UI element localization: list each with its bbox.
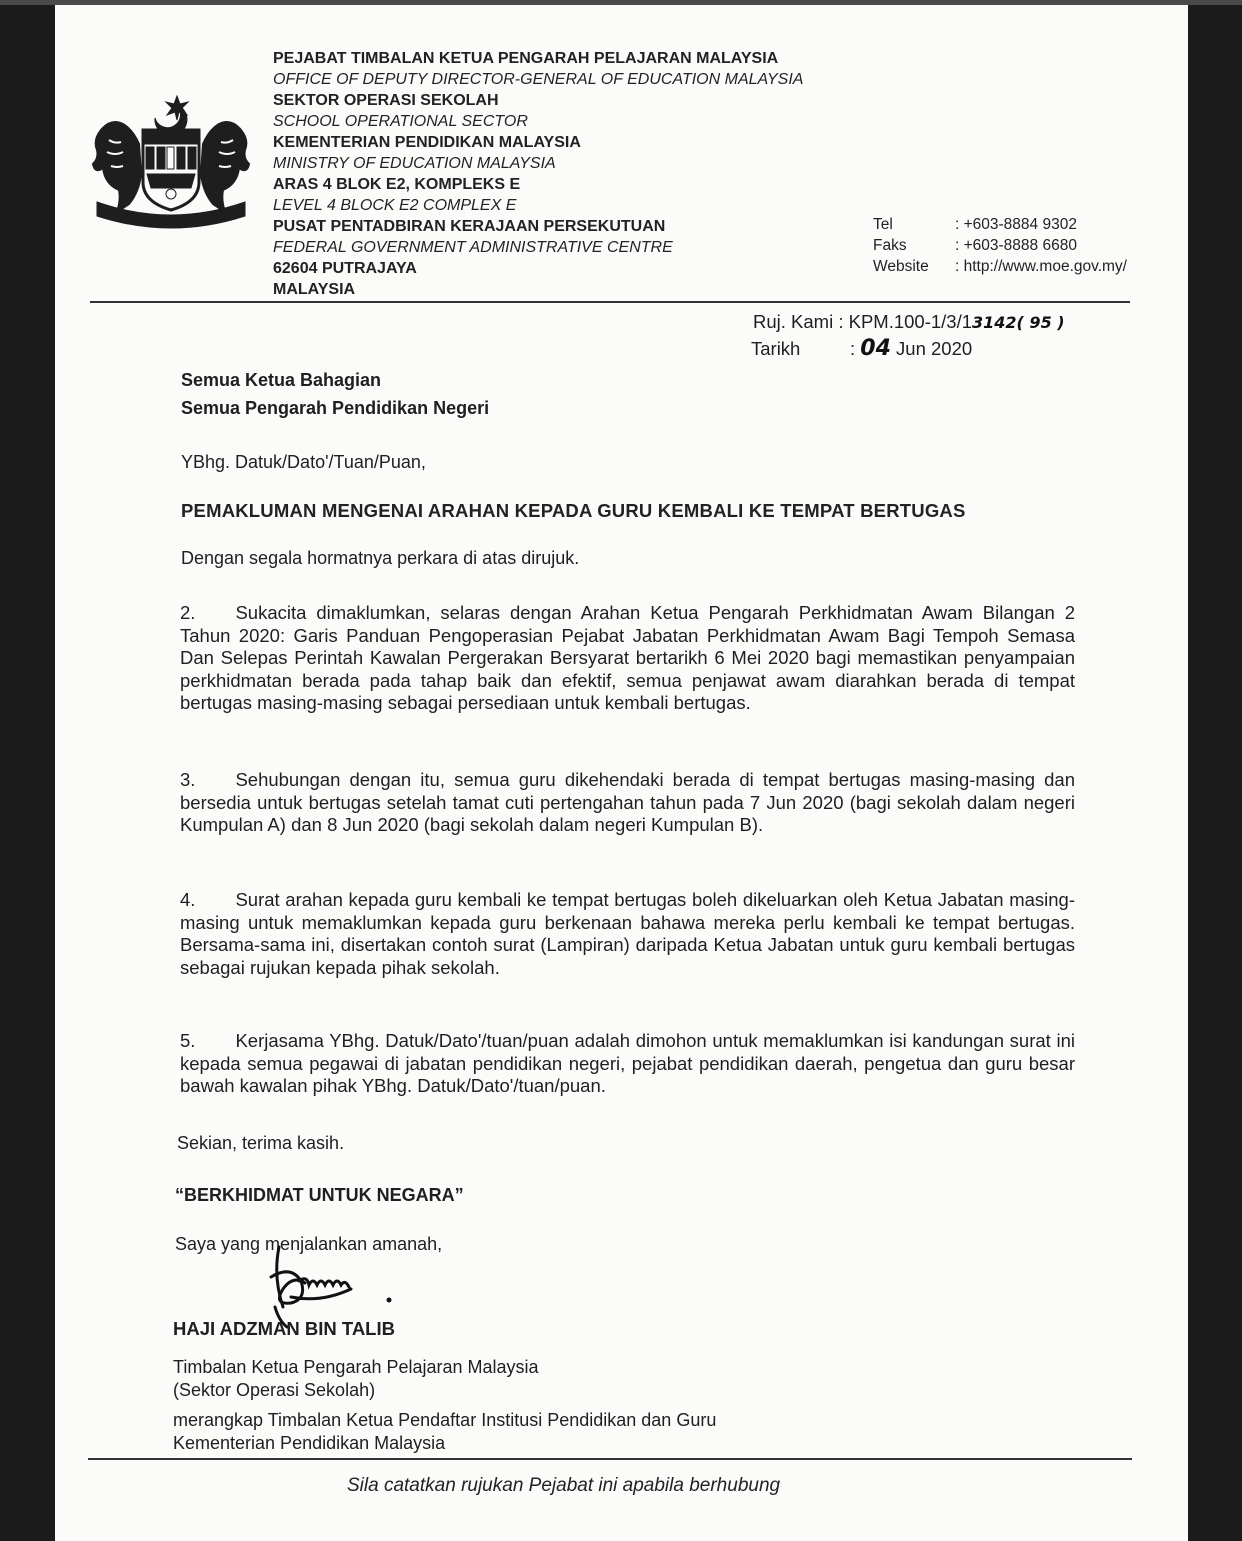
tarikh-colon: :: [850, 338, 856, 359]
fax-value: : +603-8888 6680: [955, 237, 1077, 254]
motto: “BERKHIDMAT UNTUK NEGARA”: [175, 1185, 464, 1205]
ruj-value: KPM.100-1/3/1: [848, 311, 973, 332]
letter-page: [55, 5, 1188, 1541]
date-value: [850, 336, 972, 361]
signatory-title-3: merangkap Timbalan Ketua Pendaftar Institusi Pendidikan dan Guru: [173, 1410, 717, 1430]
paragraph-5-number: 5.: [180, 1030, 196, 1051]
header-line-2: OFFICE OF DEPUTY DIRECTOR-GENERAL OF EDUCATION MALAYSIA: [273, 71, 804, 88]
paragraph-2: [180, 602, 1075, 715]
web-value[interactable]: : http://www.moe.gov.my/: [955, 258, 1127, 275]
date-line: [751, 338, 800, 360]
reference-line: [753, 311, 1065, 333]
tarikh-rest: Jun 2020: [896, 338, 973, 359]
paragraph-5-text: Kerjasama YBhg. Datuk/Dato'/tuan/puan adalah dimohon untuk memaklumkan isi kandungan surat ini kepada semua pegawai di jabatan pendidikan negeri, pejabat pendidikan daerah, pengetua dan guru besar bawah kawalan pihak YBhg. Datuk/Dato'/tuan/puan.: [180, 1030, 1075, 1097]
closing: Sekian, terima kasih.: [177, 1133, 345, 1153]
footer-divider: [88, 1458, 1132, 1460]
tarikh-label: Tarikh: [751, 338, 801, 359]
contact-website: [873, 258, 1127, 276]
web-label: Website: [873, 258, 929, 275]
tel-label: Tel: [873, 216, 893, 233]
paragraph-5: [180, 1030, 1075, 1098]
sign-intro: Saya yang menjalankan amanah,: [175, 1234, 443, 1254]
paragraph-2-text: Sukacita dimaklumkan, selaras dengan Arahan Ketua Pengarah Perkhidmatan Awam Bilangan 2 Tahun 2020: Garis Panduan Pengoperasian Pejabat Jabatan Perkhidmatan Awam Bagi Tempoh Semasa Dan Selepas Perintah Kawalan Pergerakan Bersyarat bertarikh 6 Mei 2020 bagi memastikan penyampaian perkhidmatan berada pada tahap baik dan efektif, semua penjawat awam diarahkan berada di tempat bertugas masing-masing sebagai persediaan untuk kembali bertugas.: [180, 602, 1075, 714]
header-divider: [90, 301, 1130, 303]
header-line-9: PUSAT PENTADBIRAN KERAJAAN PERSEKUTUAN: [273, 218, 666, 235]
header-line-6: MINISTRY OF EDUCATION MALAYSIA: [273, 155, 556, 172]
paragraph-3-number: 3.: [180, 769, 196, 790]
opening-line: Dengan segala hormatnya perkara di atas dirujuk.: [181, 548, 580, 568]
contact-fax: [873, 237, 1077, 255]
paragraph-3: [180, 769, 1075, 837]
paragraph-4-number: 4.: [180, 889, 196, 910]
paragraph-2-number: 2.: [180, 602, 196, 623]
header-line-10: FEDERAL GOVERNMENT ADMINISTRATIVE CENTRE: [273, 239, 673, 256]
footer-note: Sila catatkan rujukan Pejabat ini apabila berhubung: [347, 1475, 781, 1496]
header-line-1: PEJABAT TIMBALAN KETUA PENGARAH PELAJARAN MALAYSIA: [273, 50, 779, 67]
ruj-label: Ruj. Kami :: [753, 311, 844, 332]
header-line-5: KEMENTERIAN PENDIDIKAN MALAYSIA: [273, 134, 581, 151]
fax-label: Faks: [873, 237, 907, 254]
header-line-7: ARAS 4 BLOK E2, KOMPLEKS E: [273, 176, 521, 193]
subject: PEMAKLUMAN MENGENAI ARAHAN KEPADA GURU KEMBALI KE TEMPAT BERTUGAS: [181, 500, 966, 521]
tel-value: : +603-8884 9302: [955, 216, 1077, 233]
contact-tel: [873, 216, 1077, 234]
paragraph-4: [180, 889, 1075, 979]
header-line-4: SCHOOL OPERATIONAL SECTOR: [273, 113, 528, 130]
recipient-1: Semua Ketua Bahagian: [181, 370, 382, 390]
signatory-name: HAJI ADZMAN BIN TALIB: [173, 1318, 395, 1339]
malaysia-crest-icon: [83, 90, 259, 230]
recipient-2: Semua Pengarah Pendidikan Negeri: [181, 398, 490, 418]
signatory-title-4: Kementerian Pendidikan Malaysia: [173, 1433, 446, 1453]
paragraph-3-text: Sehubungan dengan itu, semua guru dikehendaki berada di tempat bertugas masing-masing dan bersedia untuk bertugas setelah tamat cuti pertengahan tahun pada 7 Jun 2020 (bagi sekolah dalam negeri Kumpulan A) dan 8 Jun 2020 (bagi sekolah dalam negeri Kumpulan B).: [180, 769, 1075, 836]
salutation: YBhg. Datuk/Dato'/Tuan/Puan,: [181, 452, 426, 472]
signatory-title-1: Timbalan Ketua Pengarah Pelajaran Malaysia: [173, 1357, 539, 1377]
header-line-12: MALAYSIA: [273, 281, 356, 298]
ruj-handwritten: 3142( 95 ): [972, 313, 1065, 332]
header-line-8: LEVEL 4 BLOCK E2 COMPLEX E: [273, 197, 517, 214]
header-line-3: SEKTOR OPERASI SEKOLAH: [273, 92, 499, 109]
tarikh-day-handwritten: 04: [860, 336, 891, 361]
paragraph-4-text: Surat arahan kepada guru kembali ke tempat bertugas boleh dikeluarkan oleh Ketua Jabatan masing-masing untuk memaklumkan kepada guru berkenaan bahawa mereka perlu kembali ke tempat bertugas. Bersama-sama ini, disertakan contoh surat (Lampiran) daripada Ketua Jabatan untuk guru kembali bertugas sebagai rujukan kepada pihak sekolah.: [180, 889, 1075, 978]
signatory-title-2: (Sektor Operasi Sekolah): [173, 1380, 376, 1400]
header-line-11: 62604 PUTRAJAYA: [273, 260, 417, 277]
